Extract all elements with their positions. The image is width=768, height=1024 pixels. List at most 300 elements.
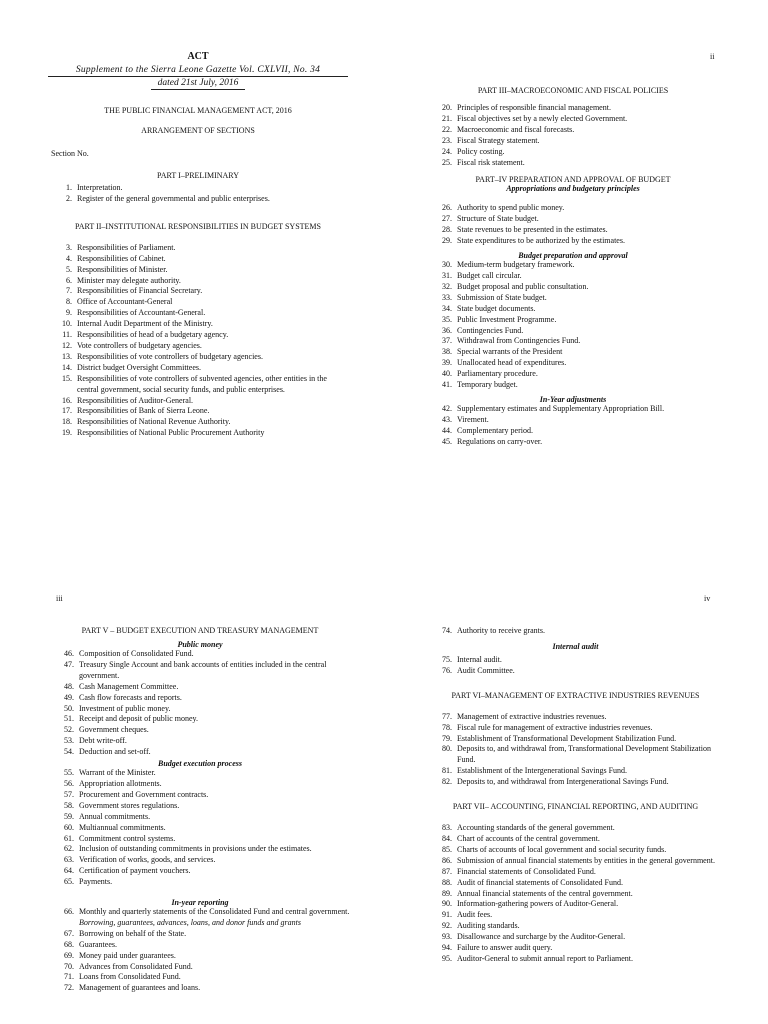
section-number: 17. xyxy=(62,406,72,416)
section-number: 59. xyxy=(64,811,74,821)
section-item xyxy=(50,649,350,660)
section-number: 81. xyxy=(442,766,452,776)
part5-list-3 xyxy=(50,907,350,918)
section-item xyxy=(48,183,348,194)
section-number: 90. xyxy=(442,899,452,909)
part4-list-2 xyxy=(428,260,718,391)
subheading-internal-audit: Internal audit xyxy=(552,641,599,651)
section-number: 15. xyxy=(62,373,72,383)
section-item xyxy=(48,243,348,254)
section-title: Office of Accountant-General xyxy=(77,297,173,307)
section-item xyxy=(428,712,723,723)
section-number: 71. xyxy=(64,972,74,982)
section-item xyxy=(428,404,718,415)
part3-heading: PART III–MACROECONOMIC AND FISCAL POLICIES xyxy=(477,86,669,95)
page-3 xyxy=(50,594,350,994)
section-number: 21. xyxy=(442,113,452,123)
section-title: Responsibilities of National Revenue Authority. xyxy=(77,417,231,427)
section-title: Guarantees. xyxy=(79,939,117,949)
divider xyxy=(151,89,245,90)
section-title: Budget proposal and public consultation. xyxy=(457,281,589,291)
section-item xyxy=(50,725,350,736)
section-item xyxy=(428,723,723,734)
section-title: Virement. xyxy=(457,414,489,424)
section-title: Composition of Consolidated Fund. xyxy=(79,649,194,658)
section-item xyxy=(428,943,723,954)
section-item xyxy=(428,626,723,637)
section-number: 23. xyxy=(442,135,452,145)
section-item xyxy=(428,271,718,282)
section-item xyxy=(48,341,348,352)
section-item xyxy=(428,834,723,845)
section-title: Establishment of the Intergenerational Savings Fund. xyxy=(457,766,628,776)
subheading-appropriations: Appropriations and budgetary principles xyxy=(506,184,640,194)
part2-list xyxy=(48,243,348,439)
section-title: Responsibilities of Financial Secretary. xyxy=(77,286,203,296)
section-title: Regulations on carry-over. xyxy=(457,436,543,446)
section-number: 87. xyxy=(442,866,452,876)
section-title: Responsibilities of Bank of Sierra Leone. xyxy=(77,406,210,416)
section-title: Borrowing on behalf of the State. xyxy=(79,928,187,938)
section-title: Deposits to, and withdrawal from Intergenerational Savings Fund. xyxy=(457,777,669,787)
section-title: Internal Audit Department of the Ministry. xyxy=(77,319,213,329)
section-title: Management of guarantees and loans. xyxy=(79,983,201,993)
section-number: 65. xyxy=(64,877,74,887)
section-number: 75. xyxy=(442,654,452,664)
section-item xyxy=(428,336,718,347)
section-item xyxy=(428,766,723,777)
section-title: Interpretation. xyxy=(77,183,123,192)
section-item xyxy=(48,308,348,319)
section-item xyxy=(428,921,723,932)
section-item xyxy=(428,358,718,369)
section-item xyxy=(428,225,718,236)
section-title: Financial statements of Consolidated Fund. xyxy=(457,866,596,876)
section-item xyxy=(428,125,718,136)
section-number: 92. xyxy=(442,921,452,931)
section-title: Audit Committee. xyxy=(457,665,515,675)
section-item xyxy=(50,704,350,715)
section-item xyxy=(428,856,723,867)
section-number: 48. xyxy=(64,681,74,691)
divider xyxy=(48,76,348,77)
part6-list xyxy=(428,712,723,788)
section-title: Warrant of the Minister. xyxy=(79,768,156,778)
section-number: 94. xyxy=(442,943,452,953)
section-title: Payments. xyxy=(79,877,113,887)
section-number: 13. xyxy=(62,351,72,361)
section-title: Principles of responsible financial management. xyxy=(457,103,611,112)
section-number: 18. xyxy=(62,417,72,427)
section-title: Public Investment Programme. xyxy=(457,314,557,324)
section-item xyxy=(50,877,350,888)
section-item xyxy=(428,666,723,677)
section-number: 88. xyxy=(442,877,452,887)
section-number: 1. xyxy=(66,183,72,192)
section-title: Register of the general governmental and public enterprises. xyxy=(77,193,270,203)
section-number: 76. xyxy=(442,665,452,675)
section-title: Debt write-off. xyxy=(79,736,127,746)
section-item xyxy=(48,352,348,363)
section-title: Accounting standards of the general government. xyxy=(457,823,615,833)
section-number: 67. xyxy=(64,928,74,938)
section-title: Government cheques. xyxy=(79,725,149,735)
section-item xyxy=(50,682,350,693)
section-item xyxy=(428,734,723,745)
subheading-in-year: In-Year adjustments xyxy=(539,394,607,404)
section-title: Auditing standards. xyxy=(457,921,520,931)
section-title: Special warrants of the President xyxy=(457,347,563,357)
part4-list-1 xyxy=(428,203,718,247)
section-item xyxy=(50,736,350,747)
section-number: 20. xyxy=(442,103,452,112)
section-item xyxy=(428,158,718,169)
section-item xyxy=(50,714,350,725)
section-item xyxy=(50,834,350,845)
section-item xyxy=(428,899,723,910)
section-item xyxy=(48,428,348,439)
section-item xyxy=(428,744,723,766)
section-title: Inclusion of outstanding commitments in provisions under the estimates. xyxy=(79,844,312,854)
section-item xyxy=(428,136,718,147)
subheading-budget-preparation: Budget preparation and approval xyxy=(518,251,628,261)
section-title: Minister may delegate authority. xyxy=(77,275,181,285)
section-item xyxy=(428,845,723,856)
section-item xyxy=(48,396,348,407)
section-number: 6. xyxy=(66,275,72,285)
section-number: 53. xyxy=(64,736,74,746)
section-number: 77. xyxy=(442,711,452,721)
section-title: Auditor-General to submit annual report to Parliament. xyxy=(457,953,634,963)
section-number: 79. xyxy=(442,733,452,743)
section-title: State expenditures to be authorized by the estimates. xyxy=(457,236,625,246)
section-title: Procurement and Government contracts. xyxy=(79,789,209,799)
section-title: Multiannual commitments. xyxy=(79,822,166,832)
section-title: Fiscal rule for management of extractive industries revenues. xyxy=(457,722,653,732)
section-item xyxy=(428,932,723,943)
section-title: Authority to receive grants. xyxy=(457,626,545,635)
section-number: 8. xyxy=(66,297,72,307)
section-number: 74. xyxy=(442,626,452,635)
section-title: Charts of accounts of local government and social security funds. xyxy=(457,844,667,854)
section-item xyxy=(428,426,718,437)
section-title: State budget documents. xyxy=(457,303,536,313)
section-title: Macroeconomic and fiscal forecasts. xyxy=(457,124,575,134)
section-number: 61. xyxy=(64,833,74,843)
section-title: Appropriation allotments. xyxy=(79,778,162,788)
section-item xyxy=(428,203,718,214)
section-title: Policy costing. xyxy=(457,146,505,156)
section-title: Responsibilities of vote controllers of subvented agencies, other entities in the central government, social security funds, and public enterprises. xyxy=(77,373,327,394)
section-title: Parliamentary procedure. xyxy=(457,369,538,379)
section-item xyxy=(50,962,350,973)
section-item xyxy=(428,304,718,315)
subheading-budget-execution: Budget execution process xyxy=(158,759,242,769)
page-number: iv xyxy=(704,594,711,603)
section-number: 64. xyxy=(64,866,74,876)
section-number: 41. xyxy=(442,380,452,390)
section-item xyxy=(428,326,718,337)
section-title: Responsibilities of National Public Procurement Authority xyxy=(77,428,265,438)
part1-heading: PART I–PRELIMINARY xyxy=(157,171,239,180)
section-title: Vote controllers of budgetary agencies. xyxy=(77,340,202,350)
section-number: 19. xyxy=(62,428,72,438)
section-title: Temporary budget. xyxy=(457,380,518,390)
section-number: 10. xyxy=(62,319,72,329)
section-number: 58. xyxy=(64,800,74,810)
part5-list-1 xyxy=(50,649,350,758)
section-item xyxy=(428,954,723,965)
section-number: 22. xyxy=(442,124,452,134)
section-title: Management of extractive industries revenues. xyxy=(457,711,607,721)
section-title: Establishment of Transformational Development Stabilization Fund. xyxy=(457,733,677,743)
subheading-in-year-reporting: In-year reporting xyxy=(171,898,229,908)
section-number: 44. xyxy=(442,425,452,435)
section-number: 91. xyxy=(442,910,452,920)
grants-list xyxy=(428,626,723,637)
section-number: 93. xyxy=(442,932,452,942)
section-item xyxy=(428,369,718,380)
section-title: Authority to spend public money. xyxy=(457,203,565,213)
page-2 xyxy=(428,52,718,448)
section-title: Responsibilities of Cabinet. xyxy=(77,253,166,263)
section-number: 16. xyxy=(62,395,72,405)
section-number: 40. xyxy=(442,369,452,379)
section-item xyxy=(50,823,350,834)
section-number: 78. xyxy=(442,722,452,732)
section-title: Cash flow forecasts and reports. xyxy=(79,692,182,702)
section-number: 52. xyxy=(64,725,74,735)
section-item xyxy=(428,878,723,889)
section-title: Unallocated head of expenditures. xyxy=(457,358,567,368)
section-item xyxy=(48,286,348,297)
page-number: iii xyxy=(56,594,63,603)
act-heading: ACT xyxy=(187,51,209,62)
section-title: Supplementary estimates and Supplementary Appropriation Bill. xyxy=(457,403,665,413)
section-title: Responsibilities of Auditor-General. xyxy=(77,395,194,405)
section-number: 37. xyxy=(442,336,452,346)
section-title: Responsibilities of head of a budgetary agency. xyxy=(77,330,229,340)
section-number: 86. xyxy=(442,855,452,865)
section-item xyxy=(48,374,348,396)
section-item xyxy=(428,777,723,788)
section-title: Receipt and deposit of public money. xyxy=(79,714,199,724)
section-number: 95. xyxy=(442,953,452,963)
section-number: 46. xyxy=(64,649,74,658)
section-item xyxy=(50,866,350,877)
section-title: Internal audit. xyxy=(457,654,502,664)
section-number: 50. xyxy=(64,703,74,713)
section-item xyxy=(428,293,718,304)
page-4 xyxy=(428,594,723,965)
section-number: 26. xyxy=(442,203,452,213)
section-item xyxy=(50,801,350,812)
section-item xyxy=(428,103,718,114)
section-title: Responsibilities of Accountant-General. xyxy=(77,308,206,318)
section-number: 25. xyxy=(442,157,452,167)
section-item xyxy=(50,907,350,918)
section-number: 7. xyxy=(66,286,72,296)
section-number: 14. xyxy=(62,362,72,372)
section-title: Investment of public money. xyxy=(79,703,171,713)
part5-list-2 xyxy=(50,768,350,888)
section-title: Government stores regulations. xyxy=(79,800,180,810)
section-title: Responsibilities of Minister. xyxy=(77,264,168,274)
section-title: Submission of State budget. xyxy=(457,292,547,302)
section-item xyxy=(48,254,348,265)
section-title: Information-gathering powers of Auditor-General. xyxy=(457,899,619,909)
borrowing-note: Borrowing, guarantees, advances, loans, and donor funds and grants xyxy=(79,917,301,927)
section-number: 32. xyxy=(442,281,452,291)
part5-list-4 xyxy=(50,929,350,994)
section-title: Advances from Consolidated Fund. xyxy=(79,961,193,971)
section-item xyxy=(428,437,718,448)
section-number: 69. xyxy=(64,950,74,960)
section-number: 83. xyxy=(442,823,452,833)
section-title: Audit of financial statements of Consolidated Fund. xyxy=(457,877,623,887)
part7-heading: PART VII– ACCOUNTING, FINANCIAL REPORTING, AND AUDITING xyxy=(452,802,699,812)
section-title: Responsibilities of Parliament. xyxy=(77,242,176,252)
section-item xyxy=(50,790,350,801)
section-item xyxy=(428,823,723,834)
section-number: 11. xyxy=(62,330,72,340)
section-number: 82. xyxy=(442,777,452,787)
section-item xyxy=(50,660,350,682)
section-title: Structure of State budget. xyxy=(457,214,539,224)
section-number: 33. xyxy=(442,292,452,302)
section-item xyxy=(48,417,348,428)
section-item xyxy=(50,940,350,951)
section-number: 9. xyxy=(66,308,72,318)
section-title: Annual commitments. xyxy=(79,811,151,821)
section-number: 57. xyxy=(64,789,74,799)
section-title: Cash Management Committee. xyxy=(79,681,179,691)
part4-heading: PART–IV PREPARATION AND APPROVAL OF BUDGET xyxy=(475,175,671,185)
section-number: 5. xyxy=(66,264,72,274)
section-number: 35. xyxy=(442,314,452,324)
section-title: Complementary period. xyxy=(457,425,533,435)
section-title: Deposits to, and withdrawal from, Transformational Development Stabilization Fund. xyxy=(457,744,711,765)
section-title: Certification of payment vouchers. xyxy=(79,866,191,876)
section-item xyxy=(50,951,350,962)
section-item xyxy=(50,983,350,994)
part7-list xyxy=(428,823,723,965)
internal-audit-list xyxy=(428,655,723,677)
section-number: 68. xyxy=(64,939,74,949)
section-number: 28. xyxy=(442,225,452,235)
section-number: 80. xyxy=(442,744,452,754)
section-number: 89. xyxy=(442,888,452,898)
section-number: 31. xyxy=(442,270,452,280)
section-item xyxy=(50,747,350,758)
section-number: 29. xyxy=(442,236,452,246)
section-item xyxy=(48,265,348,276)
part6-heading: PART VI–MANAGEMENT OF EXTRACTIVE INDUSTRIES REVENUES xyxy=(451,690,700,700)
section-number: 63. xyxy=(64,855,74,865)
section-number: 42. xyxy=(442,403,452,413)
section-item xyxy=(428,282,718,293)
section-item xyxy=(428,315,718,326)
section-item xyxy=(48,276,348,287)
section-number: 66. xyxy=(64,907,74,917)
section-item xyxy=(428,655,723,666)
section-number: 43. xyxy=(442,414,452,424)
section-title: Chart of accounts of the central government. xyxy=(457,833,600,843)
section-item xyxy=(48,330,348,341)
section-number: 45. xyxy=(442,436,452,446)
section-item xyxy=(428,867,723,878)
part2-heading: PART II–INSTITUTIONAL RESPONSIBILITIES IN BUDGET SYSTEMS xyxy=(75,221,321,231)
section-title: Fiscal Strategy statement. xyxy=(457,135,540,145)
section-number: 2. xyxy=(66,193,72,203)
section-title: Verification of works, goods, and services. xyxy=(79,855,216,865)
section-title: Contingencies Fund. xyxy=(457,325,524,335)
section-title: Withdrawal from Contingencies Fund. xyxy=(457,336,581,346)
section-item xyxy=(428,415,718,426)
section-no-label: Section No. xyxy=(51,149,89,158)
section-title: Treasury Single Account and bank accounts of entities included in the central government. xyxy=(79,659,327,680)
section-item xyxy=(428,910,723,921)
section-item xyxy=(50,844,350,855)
arrangement-heading: ARRANGEMENT OF SECTIONS xyxy=(141,126,255,135)
page-1 xyxy=(48,50,348,439)
section-item xyxy=(428,380,718,391)
section-item xyxy=(428,260,718,271)
section-item xyxy=(50,812,350,823)
section-number: 34. xyxy=(442,303,452,313)
section-title: Annual financial statements of the central government. xyxy=(457,888,633,898)
section-item xyxy=(50,768,350,779)
part4-list-3 xyxy=(428,404,718,448)
section-number: 51. xyxy=(64,714,74,724)
section-item xyxy=(50,779,350,790)
section-item xyxy=(428,889,723,900)
section-number: 3. xyxy=(66,242,72,252)
part1-list xyxy=(48,183,348,205)
section-title: Deduction and set-off. xyxy=(79,747,151,757)
section-item xyxy=(50,693,350,704)
gazette-supplement: Supplement to the Sierra Leone Gazette Vol. CXLVII, No. 34 xyxy=(75,65,321,75)
section-title: Failure to answer audit query. xyxy=(457,943,553,953)
section-title: Budget call circular. xyxy=(457,270,522,280)
section-item xyxy=(50,929,350,940)
section-number: 39. xyxy=(442,358,452,368)
part3-list xyxy=(428,103,718,168)
section-item xyxy=(48,297,348,308)
section-title: Audit fees. xyxy=(457,910,493,920)
subheading-public-money: Public money xyxy=(177,640,223,649)
section-title: Submission of annual financial statements by entities in the general government. xyxy=(457,855,715,865)
section-item xyxy=(428,236,718,247)
section-title: Fiscal objectives set by a newly elected Government. xyxy=(457,113,628,123)
section-number: 55. xyxy=(64,768,74,778)
section-number: 49. xyxy=(64,692,74,702)
section-number: 60. xyxy=(64,822,74,832)
section-number: 47. xyxy=(64,659,74,669)
section-number: 36. xyxy=(442,325,452,335)
section-item xyxy=(428,347,718,358)
section-item xyxy=(48,319,348,330)
section-item xyxy=(48,194,348,205)
section-title: State revenues to be presented in the estimates. xyxy=(457,225,608,235)
section-number: 30. xyxy=(442,260,452,270)
section-title: Monthly and quarterly statements of the Consolidated Fund and central government. xyxy=(79,907,350,917)
section-item xyxy=(48,363,348,374)
section-number: 70. xyxy=(64,961,74,971)
section-title: Commitment control systems. xyxy=(79,833,176,843)
section-number: 85. xyxy=(442,844,452,854)
part5-heading: PART V – BUDGET EXECUTION AND TREASURY MANAGEMENT xyxy=(81,626,319,635)
